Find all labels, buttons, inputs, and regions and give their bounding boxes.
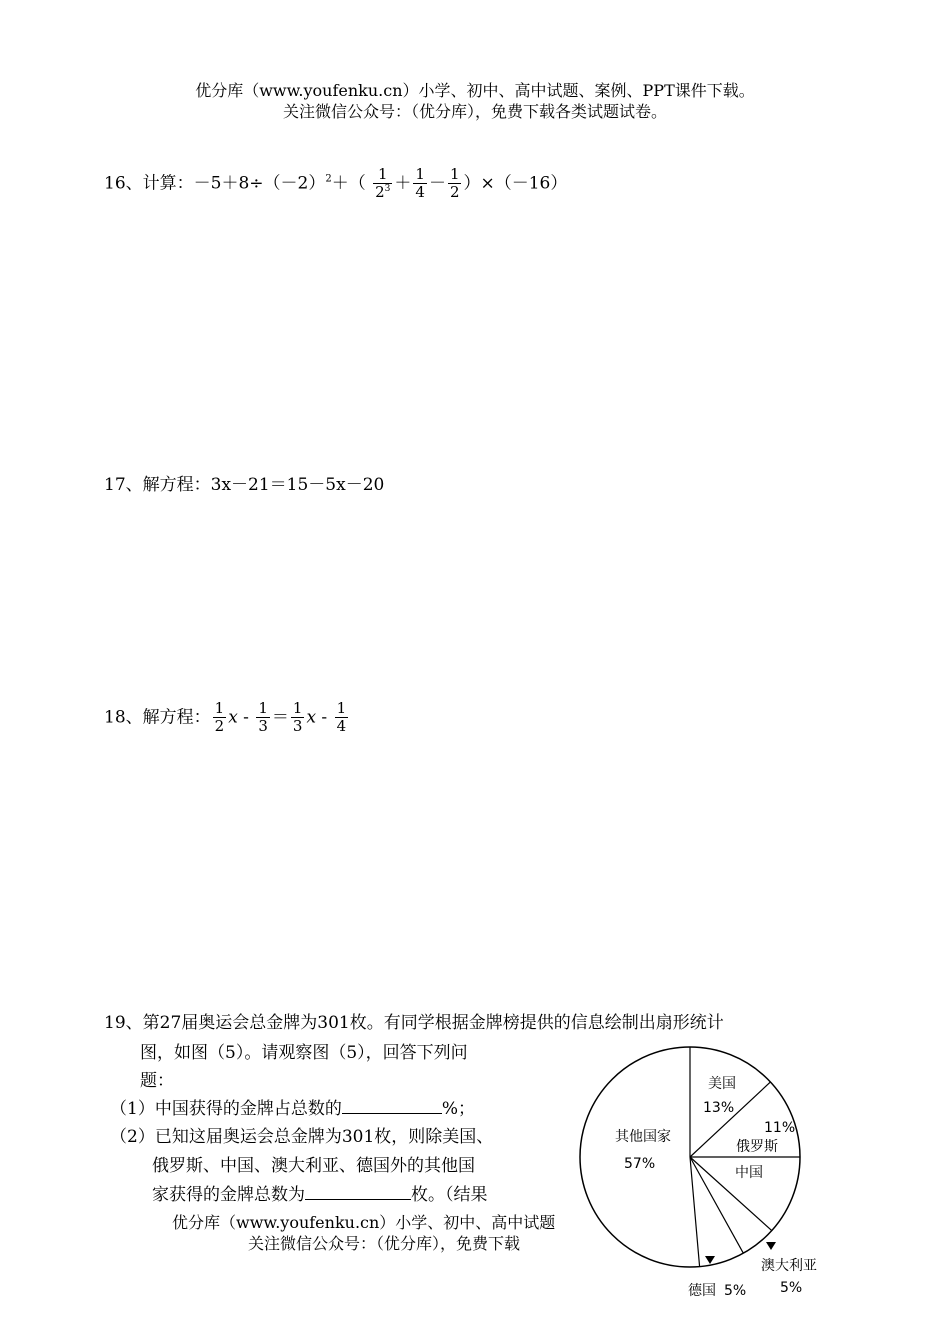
q16-f3-den: 2 xyxy=(449,183,460,202)
footer-line-2: 关注微信公众号：（优分库），免费下载 xyxy=(248,1234,521,1253)
slice-label-germany: 德国 xyxy=(688,1283,716,1299)
q16-fraction-3 xyxy=(448,166,462,202)
q18-prefix: 18、解方程： xyxy=(104,707,211,728)
q16-f2-num: 1 xyxy=(415,165,425,183)
q19-line-2: 图，如图（5）。请观察图（5），回答下列问 xyxy=(140,1043,468,1063)
q16-minus: － xyxy=(428,173,446,194)
q18-f4-num: 1 xyxy=(336,699,347,717)
slice-value-usa: 13% xyxy=(703,1100,735,1116)
q18-var-2: x xyxy=(306,707,317,728)
slice-label-china: 中国 xyxy=(735,1165,763,1181)
q16-suffix: ）×（－16） xyxy=(463,173,568,194)
q19-sub2-line-2: 俄罗斯、中国、澳大利亚、德国外的其他国 xyxy=(152,1156,475,1176)
q16-f1-den: 2 xyxy=(375,183,385,202)
footer-line-1: 优分库（www.youfenku.cn）小学、初中、高中试题 xyxy=(172,1213,556,1232)
pie-chart xyxy=(575,1040,845,1302)
q16-open: ＋（ xyxy=(331,173,366,194)
slice-label-usa: 美国 xyxy=(708,1076,736,1092)
slice-label-russia: 俄罗斯 xyxy=(736,1139,778,1155)
q16-fraction-2 xyxy=(413,166,427,202)
answer-blank-2[interactable] xyxy=(305,1183,411,1200)
question-17: 17、解方程：3x－21＝15－5x－20 xyxy=(104,475,385,495)
q18-fraction-2 xyxy=(256,700,270,736)
q18-fraction-1 xyxy=(213,700,227,736)
pie-slices xyxy=(580,1047,800,1267)
q18-f3-num: 1 xyxy=(292,699,303,717)
pointer-arrow-0 xyxy=(766,1242,776,1250)
q16-exponent: 2 xyxy=(325,173,332,185)
header-line-2: 关注微信公众号：（优分库），免费下载各类试题试卷。 xyxy=(282,102,667,121)
slice-value-germany: 5% xyxy=(724,1283,747,1299)
q19-sub1-suffix: %； xyxy=(441,1099,475,1119)
q16-f2-den: 4 xyxy=(415,183,425,202)
q18-f3-den: 3 xyxy=(292,717,303,736)
answer-blank-1[interactable] xyxy=(342,1097,442,1114)
q19-line-3: 题： xyxy=(140,1071,174,1091)
slice-label-australia: 澳大利亚 xyxy=(761,1258,817,1274)
q16-fraction-1 xyxy=(373,166,392,202)
question-16 xyxy=(104,166,567,202)
q18-op-2: - xyxy=(316,707,333,728)
q16-prefix: 16、计算：－5＋8÷（－2） xyxy=(104,173,326,194)
q19-line-1: 19、第27届奥运会总金牌为301枚。有同学根据金牌榜提供的信息绘制出扇形统计 xyxy=(104,1013,724,1033)
slice-divider-5 xyxy=(690,1157,700,1267)
q18-fraction-4 xyxy=(335,700,349,736)
pointer-arrow-1 xyxy=(705,1256,715,1264)
q18-f2-num: 1 xyxy=(258,699,268,717)
q19-sub-1 xyxy=(110,1094,475,1119)
slice-value-australia: 5% xyxy=(780,1280,803,1296)
q18-f2-den: 3 xyxy=(258,717,268,736)
question-18 xyxy=(104,700,350,736)
q16-f3-num: 1 xyxy=(449,165,460,183)
slice-value-other: 57% xyxy=(624,1156,656,1172)
q16-f1-num: 1 xyxy=(373,166,392,184)
q18-var-1: x xyxy=(228,707,238,728)
q19-sub2-line3-prefix: 家获得的金牌总数为 xyxy=(152,1185,305,1205)
q19-sub1-prefix: （1）中国获得的金牌占总数的 xyxy=(110,1099,342,1119)
header-line-1: 优分库（www.youfenku.cn）小学、初中、高中试题、案例、PPT课件下载。 xyxy=(195,81,755,100)
q18-op-1: - xyxy=(237,707,255,728)
q18-fraction-3 xyxy=(291,700,305,736)
q19-sub2-line-1: （2）已知这届奥运会总金牌为301枚，则除美国、 xyxy=(110,1127,494,1147)
q16-plus: ＋ xyxy=(394,173,412,194)
q19-sub2-line3-suffix: 枚。（结果 xyxy=(411,1185,488,1205)
slice-value-russia: 11% xyxy=(764,1120,796,1136)
slice-label-other: 其他国家 xyxy=(615,1129,671,1145)
q18-f4-den: 4 xyxy=(336,717,347,736)
q16-f1-den-exp: 3 xyxy=(384,184,391,195)
q19-sub2-line-3 xyxy=(152,1180,488,1205)
q18-f1-den: 2 xyxy=(214,717,225,736)
q18-equals: ＝ xyxy=(271,707,289,728)
q18-f1-num: 1 xyxy=(214,699,225,717)
